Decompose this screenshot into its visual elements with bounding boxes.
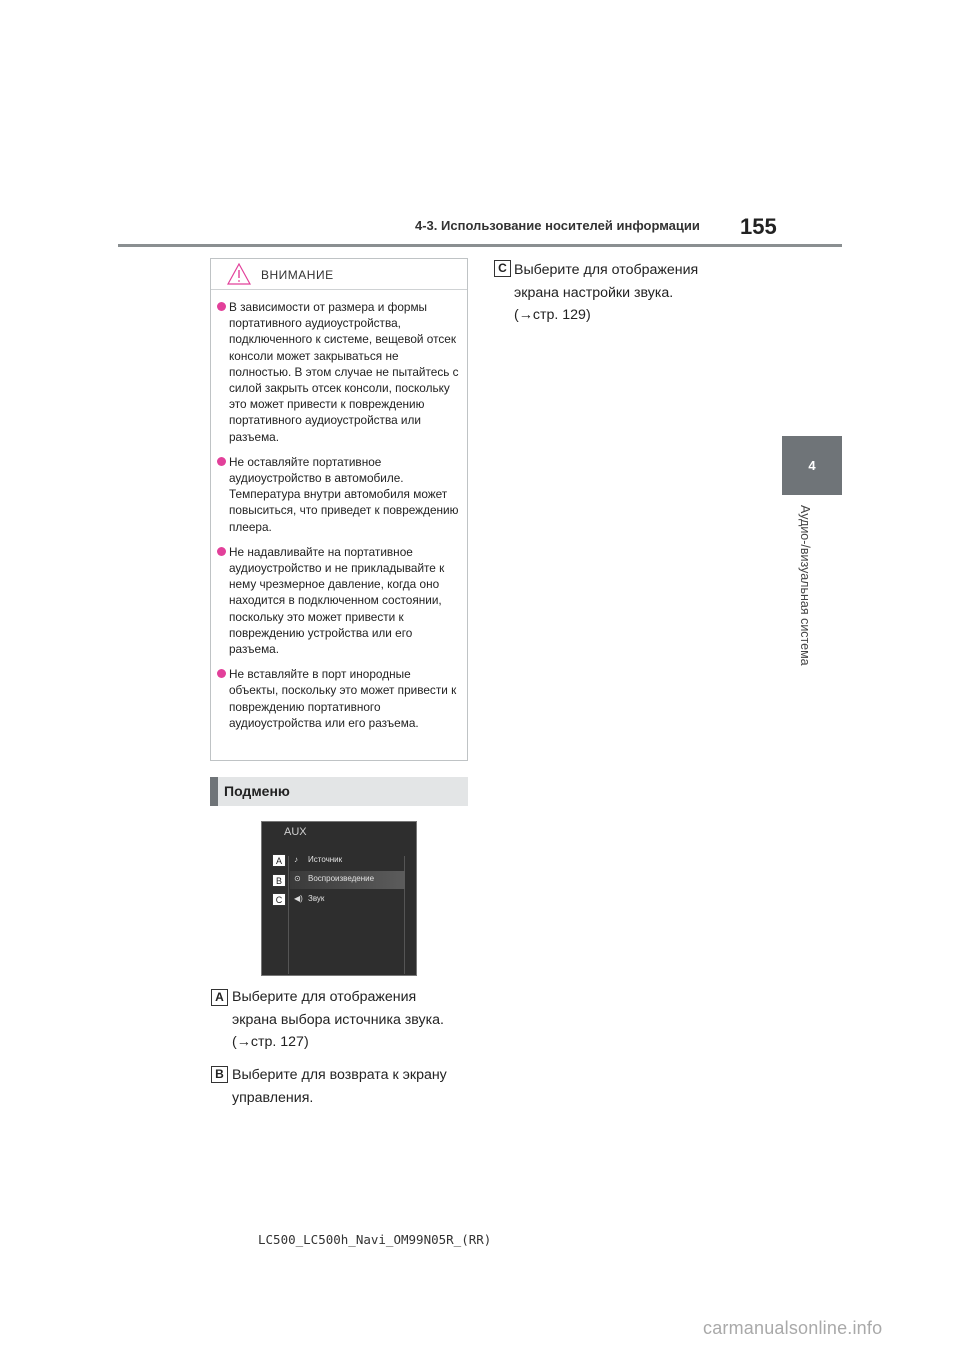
caution-divider <box>211 289 467 290</box>
page-number: 155 <box>740 214 777 239</box>
description-line: Выберите для отображения <box>232 989 417 1005</box>
header-rule <box>118 244 842 247</box>
bullet-dot-icon <box>217 457 226 466</box>
menu-item-playback[interactable] <box>290 871 405 889</box>
caution-item <box>217 454 463 535</box>
screen-title: AUX <box>284 826 307 838</box>
caution-title: ВНИМАНИЕ <box>261 268 334 282</box>
caution-item <box>217 666 463 731</box>
menu-item-label: Звук <box>308 894 325 903</box>
description-c <box>514 259 698 327</box>
callout-badge: C <box>272 893 286 906</box>
caution-header <box>211 259 467 289</box>
screen-divider <box>288 856 289 974</box>
menu-item-label: Воспроизведение <box>308 874 375 883</box>
menu-item-sound[interactable] <box>290 891 405 909</box>
caution-item-text: Не вставляйте в порт инородные объекты, поскольку это может привести к повреждению портативного аудиоустройства или его разъема. <box>229 667 457 730</box>
chapter-number: 4 <box>808 458 816 473</box>
bullet-dot-icon <box>217 669 226 678</box>
description-line: экрана выбора источника звука. <box>232 1011 444 1028</box>
submenu-title: Подменю <box>224 783 290 799</box>
page-reference: (→стр. 127) <box>232 1034 309 1050</box>
chapter-label: Аудио-/визуальная система <box>798 505 812 666</box>
callout-badge: B <box>272 874 286 887</box>
caution-list <box>217 299 463 740</box>
caution-item-text: Не надавливайте на портативное аудиоустройство и не прикладывайте к нему чрезмерное давление, когда оно находится в подключенном состоянии, поскольку это может привести к повреждению устройства или его разъема. <box>229 544 445 657</box>
menu-item-label: Источник <box>308 855 343 864</box>
heading-accent-bar <box>210 777 218 806</box>
chapter-tab <box>782 436 842 495</box>
watermark: carmanualsonline.info <box>703 1318 883 1338</box>
caution-item-text: В зависимости от размера и формы портативного аудиоустройства, подключенного к системе, вещевой отсек консоли может закрываться не полностью. В этом случае не пытайтесь с силой закрыть отсек консоли, поскольку это может привести к повреждению портативного аудиоустройства или разъема. <box>229 300 459 444</box>
bullet-dot-icon <box>217 547 226 556</box>
marker-c: C <box>494 260 511 277</box>
callout-badge: A <box>272 854 286 867</box>
marker-b: B <box>211 1066 228 1083</box>
description-a <box>232 986 444 1054</box>
description-line: Выберите для отображения <box>514 262 699 278</box>
page-reference: (→стр. 129) <box>514 307 591 323</box>
caution-item-text: Не оставляйте портативное аудиоустройство в автомобиле. Температура внутри автомобиля может повыситься, что приведет к повреждению плеера. <box>229 454 459 534</box>
menu-item-source[interactable] <box>290 852 405 870</box>
bullet-dot-icon <box>217 302 226 311</box>
caution-item <box>217 299 463 445</box>
section-title: 4-3. Использование носителей информации <box>415 218 700 233</box>
description-b <box>232 1064 447 1109</box>
warning-triangle-icon <box>227 263 251 285</box>
play-icon: ⊙ <box>294 874 301 883</box>
description-line: Выберите для возврата к экрану <box>232 1067 447 1083</box>
source-icon: ♪ <box>294 855 298 864</box>
submenu-heading <box>210 777 468 806</box>
caution-box <box>210 258 468 761</box>
aux-screen <box>261 821 417 976</box>
description-line: управления. <box>232 1089 314 1106</box>
document-code: LC500_LC500h_Navi_OM99N05R_(RR) <box>258 1232 492 1247</box>
marker-a: A <box>211 989 228 1006</box>
caution-item <box>217 544 463 657</box>
speaker-icon: ◀) <box>294 894 303 903</box>
description-line: экрана настройки звука. <box>514 284 674 301</box>
